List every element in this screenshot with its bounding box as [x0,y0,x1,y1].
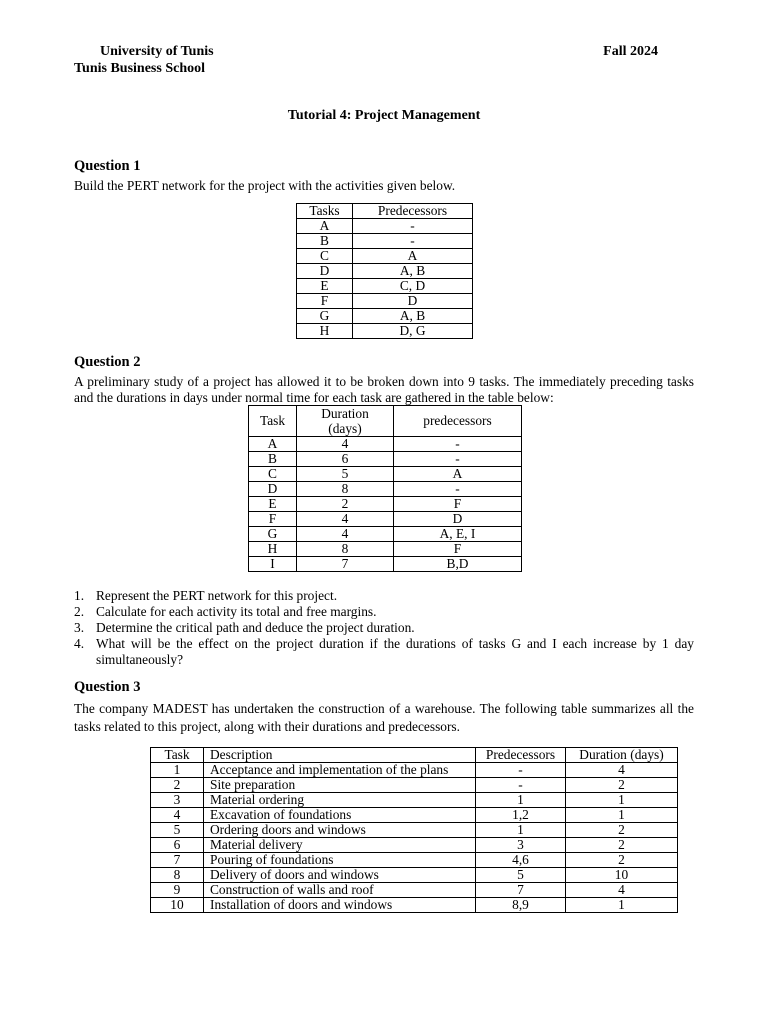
table-cell: F [394,497,522,512]
table-row [151,808,678,823]
table-cell: 8 [297,482,394,497]
table-cell: 4 [297,512,394,527]
table-cell: 1 [566,808,678,823]
table-row [297,234,473,249]
table-cell: D, G [353,324,473,339]
table-cell: 9 [151,883,204,898]
table-cell: Material delivery [204,838,476,853]
table-cell: 5 [151,823,204,838]
table-cell: 5 [476,868,566,883]
table-cell: 8 [151,868,204,883]
list-text: Calculate for each activity its total and free margins. [96,604,377,619]
table-cell: F [249,512,297,527]
table-row [151,868,678,883]
table-row [151,883,678,898]
table-header-cell: Description [204,748,476,763]
table-cell: F [394,542,522,557]
table-cell: G [297,309,353,324]
table-cell: 1,2 [476,808,566,823]
term-label: Fall 2024 [603,44,658,59]
table-cell: Delivery of doors and windows [204,868,476,883]
table-cell: - [476,778,566,793]
table-cell: 4 [297,527,394,542]
table-header-cell: Duration (days) [566,748,678,763]
table-cell: D [297,264,353,279]
table-row [297,219,473,234]
list-item [74,636,694,668]
list-number: 3. [74,620,85,635]
table-row [249,512,522,527]
table-cell: Pouring of foundations [204,853,476,868]
list-item [74,620,694,636]
list-text: Determine the critical path and deduce the project duration. [96,620,415,635]
table-cell: H [249,542,297,557]
table-cell: F [297,294,353,309]
table-cell: H [297,324,353,339]
table-cell: Material ordering [204,793,476,808]
table-cell: 4 [151,808,204,823]
table-cell: 2 [566,778,678,793]
question-2-heading: Question 2 [74,354,141,370]
table-header-cell: Predecessors [353,204,473,219]
table-cell: C, D [353,279,473,294]
table-row [249,542,522,557]
table-cell: A, B [353,264,473,279]
table-header-row [297,204,473,219]
table-row [297,294,473,309]
question-1-heading: Question 1 [74,158,141,174]
table-row [297,324,473,339]
duration-header-line: Duration [321,406,369,421]
table-cell: 1 [566,898,678,913]
table-row [249,482,522,497]
duration-header-line: (days) [328,421,362,436]
table-cell: E [297,279,353,294]
table-cell: Ordering doors and windows [204,823,476,838]
table-cell: G [249,527,297,542]
list-text: Represent the PERT network for this project. [96,588,338,603]
table-header-row [249,406,522,437]
question-2-table [248,405,522,572]
table-row [297,309,473,324]
table-cell: 2 [297,497,394,512]
table-header-cell: Tasks [297,204,353,219]
university-name: University of Tunis [100,44,214,59]
table-cell: A [297,219,353,234]
list-item [74,604,694,620]
table-row [297,264,473,279]
table-cell: Installation of doors and windows [204,898,476,913]
table-cell: 4 [297,437,394,452]
table-row [249,437,522,452]
table-cell: B [249,452,297,467]
table-cell: 4,6 [476,853,566,868]
table-cell: B [297,234,353,249]
table-cell: - [353,234,473,249]
table-cell: 6 [297,452,394,467]
table-cell: 10 [151,898,204,913]
q2-rows [249,437,522,572]
table-cell: D [394,512,522,527]
table-row [249,452,522,467]
table-row [151,823,678,838]
table-cell: B,D [394,557,522,572]
q1-rows [297,219,473,339]
table-cell: 2 [151,778,204,793]
table-cell: C [297,249,353,264]
table-cell: Acceptance and implementation of the plans [204,763,476,778]
table-row [249,527,522,542]
table-cell: 4 [566,763,678,778]
q3-rows [151,763,678,913]
table-cell: D [353,294,473,309]
table-row [297,279,473,294]
table-cell: C [249,467,297,482]
table-header-row [151,748,678,763]
table-row [151,763,678,778]
table-cell: A, E, I [394,527,522,542]
list-number: 1. [74,588,85,603]
table-row [151,898,678,913]
table-cell: - [476,763,566,778]
table-cell: A [394,467,522,482]
table-cell: Construction of walls and roof [204,883,476,898]
table-cell: 6 [151,838,204,853]
table-cell: 2 [566,838,678,853]
table-row [249,557,522,572]
question-1-text: Build the PERT network for the project with the activities given below. [74,178,456,193]
table-row [151,793,678,808]
school-name: Tunis Business School [74,61,205,76]
table-cell: E [249,497,297,512]
question-2-list [74,588,694,668]
table-row [297,249,473,264]
table-cell: Excavation of foundations [204,808,476,823]
table-cell: - [394,437,522,452]
table-cell: 7 [476,883,566,898]
table-cell: 1 [151,763,204,778]
table-cell: 5 [297,467,394,482]
table-cell: 8,9 [476,898,566,913]
table-cell: - [353,219,473,234]
table-cell: 3 [151,793,204,808]
table-cell: 7 [151,853,204,868]
list-number: 4. [74,636,85,651]
table-cell: A [249,437,297,452]
table-cell: 8 [297,542,394,557]
table-cell: - [394,482,522,497]
table-row [151,853,678,868]
table-cell: 2 [566,823,678,838]
table-cell: 2 [566,853,678,868]
table-header-cell: Task [249,406,297,437]
question-2-text: A preliminary study of a project has allowed it to be broken down into 9 tasks. The immediately preceding tasks and the durations in days under normal time for each task are gathered in the table below: [74,374,694,405]
table-header-cell: Predecessors [476,748,566,763]
table-row [249,497,522,512]
question-1-table [296,203,473,339]
table-header-cell [297,406,394,437]
table-cell: Site preparation [204,778,476,793]
table-cell: 4 [566,883,678,898]
table-header-cell: Task [151,748,204,763]
table-row [249,467,522,482]
table-cell: A, B [353,309,473,324]
table-cell: 10 [566,868,678,883]
question-3-heading: Question 3 [74,679,141,695]
question-3-table [150,747,678,913]
question-3-text: The company MADEST has undertaken the construction of a warehouse. The following table summarizes all the tasks related to this project, along with their durations and predecessors. [74,701,694,734]
table-cell: 1 [566,793,678,808]
table-cell: D [249,482,297,497]
list-text: What will be the effect on the project duration if the durations of tasks G and I each increase by 1 day simultaneously? [96,636,694,667]
table-cell: 3 [476,838,566,853]
table-cell: 7 [297,557,394,572]
table-row [151,838,678,853]
table-cell: A [353,249,473,264]
list-number: 2. [74,604,85,619]
table-cell: 1 [476,793,566,808]
table-row [151,778,678,793]
table-cell: - [394,452,522,467]
table-cell: 1 [476,823,566,838]
table-cell: I [249,557,297,572]
page-title: Tutorial 4: Project Management [287,108,481,123]
list-item [74,588,694,604]
table-header-cell: predecessors [394,406,522,437]
